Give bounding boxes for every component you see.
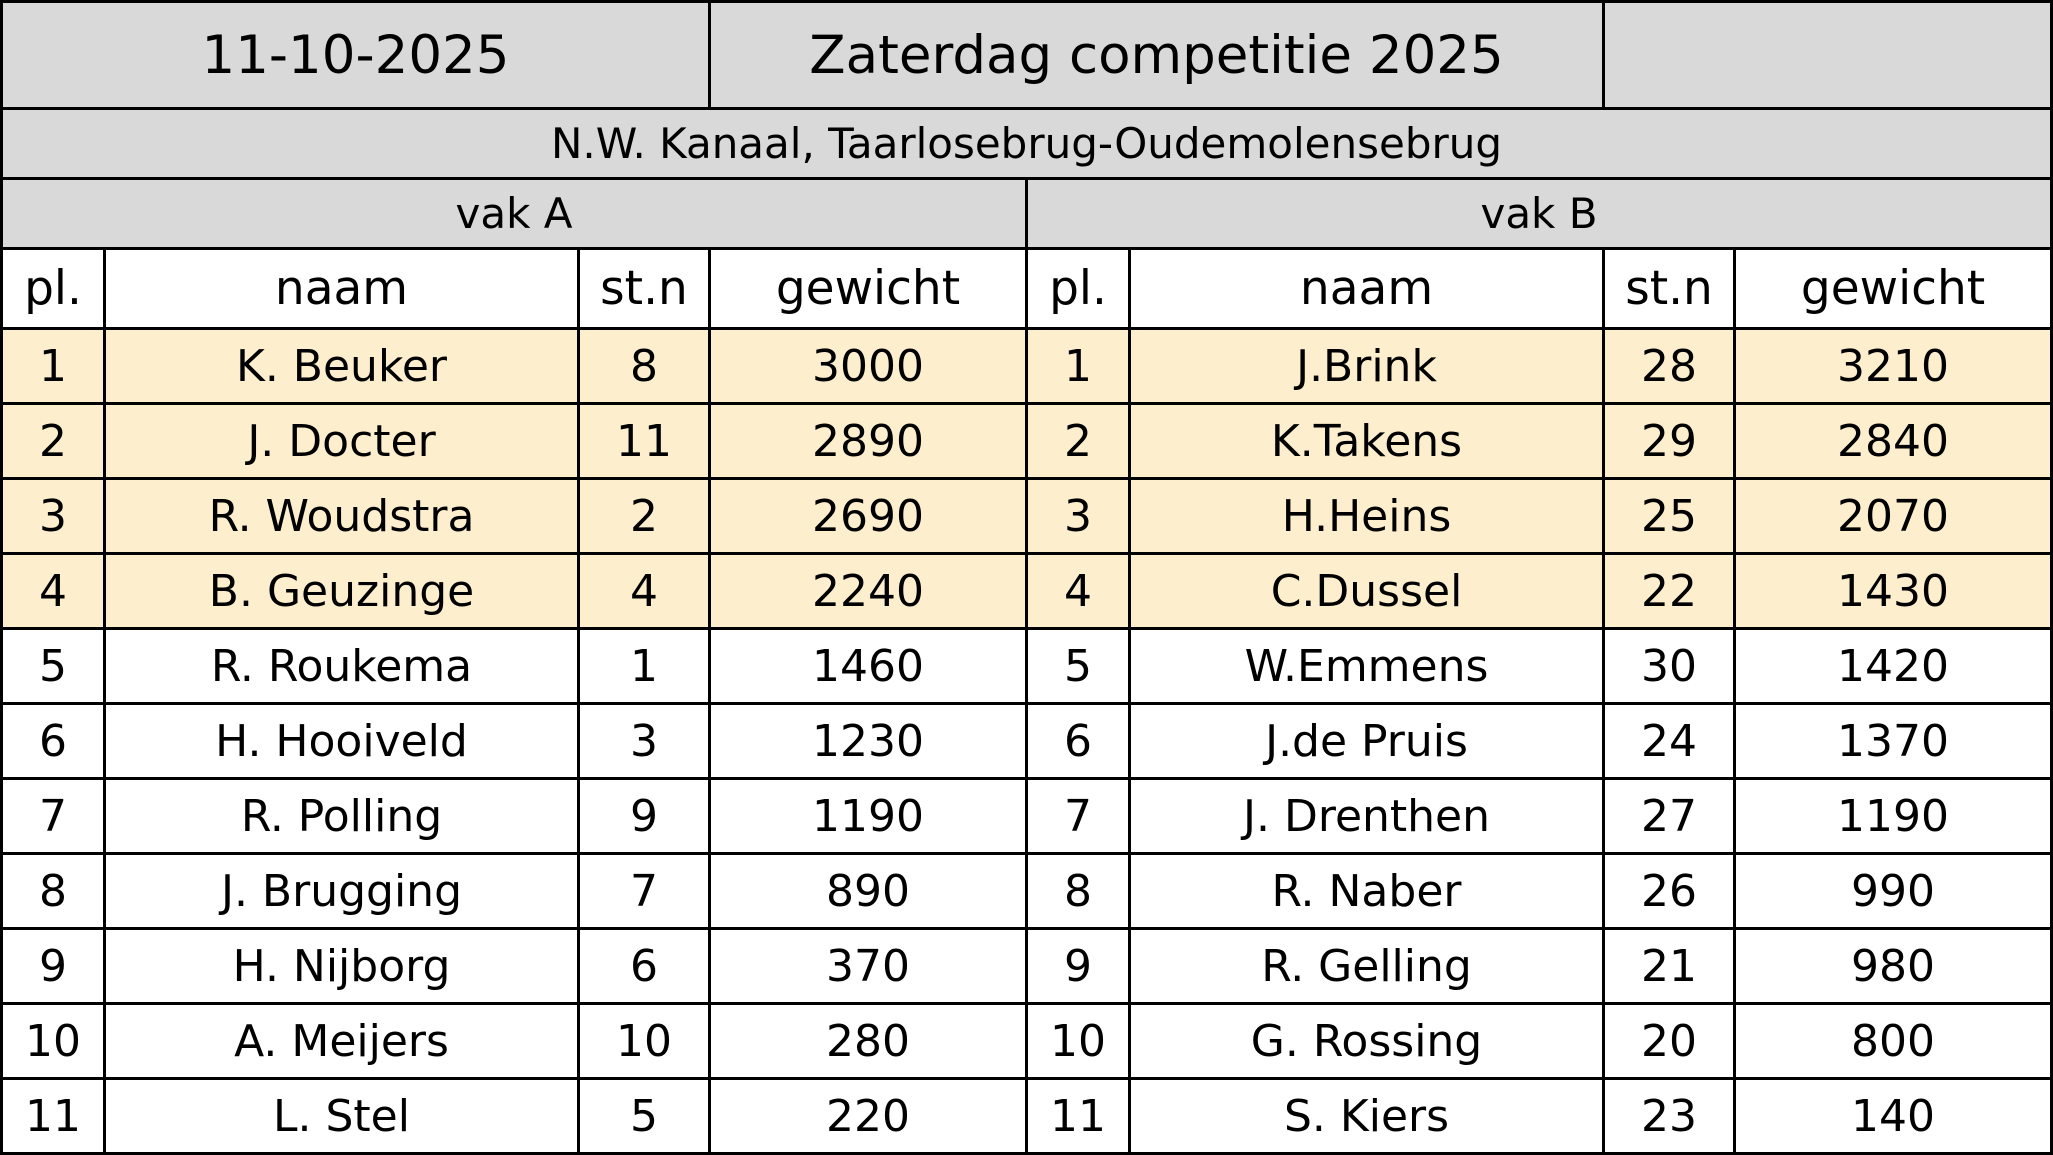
cell-naam-b: K.Takens [1130,404,1604,479]
cell-pl-b: 1 [1027,329,1130,404]
table-row [2,1079,2052,1154]
header-pl-a: pl. [2,249,105,329]
title-spacer [1604,2,2052,109]
cell-naam-a: B. Geuzinge [105,554,579,629]
cell-pl-b: 6 [1027,704,1130,779]
header-gewicht-b: gewicht [1735,249,2052,329]
cell-stn-a: 9 [579,779,710,854]
cell-stn-b: 29 [1604,404,1735,479]
cell-pl-b: 9 [1027,929,1130,1004]
cell-pl-a: 4 [2,554,105,629]
results-table-body [2,2,2052,1154]
cell-gewicht-a: 2890 [710,404,1027,479]
cell-stn-b: 23 [1604,1079,1735,1154]
cell-gewicht-a: 280 [710,1004,1027,1079]
cell-gewicht-a: 370 [710,929,1027,1004]
header-stn-b: st.n [1604,249,1735,329]
table-row [2,854,2052,929]
cell-stn-a: 2 [579,479,710,554]
cell-naam-a: H. Nijborg [105,929,579,1004]
cell-gewicht-b: 1370 [1735,704,2052,779]
cell-pl-a: 8 [2,854,105,929]
header-pl-b: pl. [1027,249,1130,329]
table-row [2,404,2052,479]
table-row [2,329,2052,404]
cell-pl-a: 9 [2,929,105,1004]
cell-pl-a: 5 [2,629,105,704]
cell-naam-b: J. Drenthen [1130,779,1604,854]
cell-stn-a: 10 [579,1004,710,1079]
cell-naam-b: C.Dussel [1130,554,1604,629]
venue-row [2,109,2052,179]
cell-gewicht-b: 140 [1735,1079,2052,1154]
cell-gewicht-b: 990 [1735,854,2052,929]
cell-gewicht-b: 980 [1735,929,2052,1004]
cell-gewicht-b: 1430 [1735,554,2052,629]
cell-pl-b: 11 [1027,1079,1130,1154]
cell-pl-b: 5 [1027,629,1130,704]
table-row [2,554,2052,629]
cell-pl-a: 3 [2,479,105,554]
cell-naam-a: J. Brugging [105,854,579,929]
cell-pl-b: 8 [1027,854,1130,929]
competition-title: Zaterdag competitie 2025 [710,2,1604,109]
cell-pl-a: 7 [2,779,105,854]
cell-stn-b: 25 [1604,479,1735,554]
table-row [2,779,2052,854]
cell-naam-a: R. Polling [105,779,579,854]
cell-stn-b: 24 [1604,704,1735,779]
cell-stn-a: 4 [579,554,710,629]
cell-naam-b: G. Rossing [1130,1004,1604,1079]
cell-naam-b: J.Brink [1130,329,1604,404]
cell-naam-a: J. Docter [105,404,579,479]
section-label-vak-a: vak A [2,179,1027,249]
cell-stn-b: 30 [1604,629,1735,704]
cell-stn-a: 1 [579,629,710,704]
table-row [2,629,2052,704]
column-header-row [2,249,2052,329]
table-row [2,479,2052,554]
cell-naam-a: A. Meijers [105,1004,579,1079]
cell-gewicht-b: 3210 [1735,329,2052,404]
cell-naam-a: H. Hooiveld [105,704,579,779]
cell-stn-a: 8 [579,329,710,404]
cell-gewicht-b: 2070 [1735,479,2052,554]
header-naam-a: naam [105,249,579,329]
match-date: 11-10-2025 [2,2,710,109]
cell-stn-a: 7 [579,854,710,929]
cell-gewicht-a: 3000 [710,329,1027,404]
cell-pl-b: 7 [1027,779,1130,854]
cell-gewicht-a: 2690 [710,479,1027,554]
cell-naam-a: K. Beuker [105,329,579,404]
cell-naam-a: R. Woudstra [105,479,579,554]
cell-pl-b: 10 [1027,1004,1130,1079]
cell-stn-a: 11 [579,404,710,479]
header-naam-b: naam [1130,249,1604,329]
cell-gewicht-a: 1190 [710,779,1027,854]
cell-gewicht-a: 220 [710,1079,1027,1154]
cell-naam-a: L. Stel [105,1079,579,1154]
cell-gewicht-a: 2240 [710,554,1027,629]
cell-stn-a: 5 [579,1079,710,1154]
cell-naam-b: R. Naber [1130,854,1604,929]
cell-pl-a: 11 [2,1079,105,1154]
cell-stn-b: 27 [1604,779,1735,854]
cell-pl-b: 3 [1027,479,1130,554]
cell-pl-a: 2 [2,404,105,479]
cell-stn-b: 28 [1604,329,1735,404]
cell-pl-b: 2 [1027,404,1130,479]
section-label-vak-b: vak B [1027,179,2052,249]
cell-gewicht-b: 800 [1735,1004,2052,1079]
cell-gewicht-a: 1460 [710,629,1027,704]
cell-pl-a: 10 [2,1004,105,1079]
title-row [2,2,2052,109]
cell-gewicht-a: 890 [710,854,1027,929]
table-row [2,704,2052,779]
cell-stn-b: 20 [1604,1004,1735,1079]
cell-gewicht-a: 1230 [710,704,1027,779]
cell-stn-b: 21 [1604,929,1735,1004]
cell-pl-b: 4 [1027,554,1130,629]
table-row [2,929,2052,1004]
cell-gewicht-b: 1190 [1735,779,2052,854]
header-gewicht-a: gewicht [710,249,1027,329]
cell-naam-b: R. Gelling [1130,929,1604,1004]
cell-gewicht-b: 1420 [1735,629,2052,704]
cell-naam-b: S. Kiers [1130,1079,1604,1154]
cell-naam-b: H.Heins [1130,479,1604,554]
cell-stn-b: 26 [1604,854,1735,929]
cell-stn-a: 3 [579,704,710,779]
section-row [2,179,2052,249]
venue-label: N.W. Kanaal, Taarlosebrug-Oudemolensebrug [2,109,2052,179]
cell-naam-a: R. Roukema [105,629,579,704]
cell-gewicht-b: 2840 [1735,404,2052,479]
header-stn-a: st.n [579,249,710,329]
cell-pl-a: 6 [2,704,105,779]
table-row [2,1004,2052,1079]
cell-stn-a: 6 [579,929,710,1004]
cell-naam-b: W.Emmens [1130,629,1604,704]
cell-pl-a: 1 [2,329,105,404]
cell-stn-b: 22 [1604,554,1735,629]
cell-naam-b: J.de Pruis [1130,704,1604,779]
